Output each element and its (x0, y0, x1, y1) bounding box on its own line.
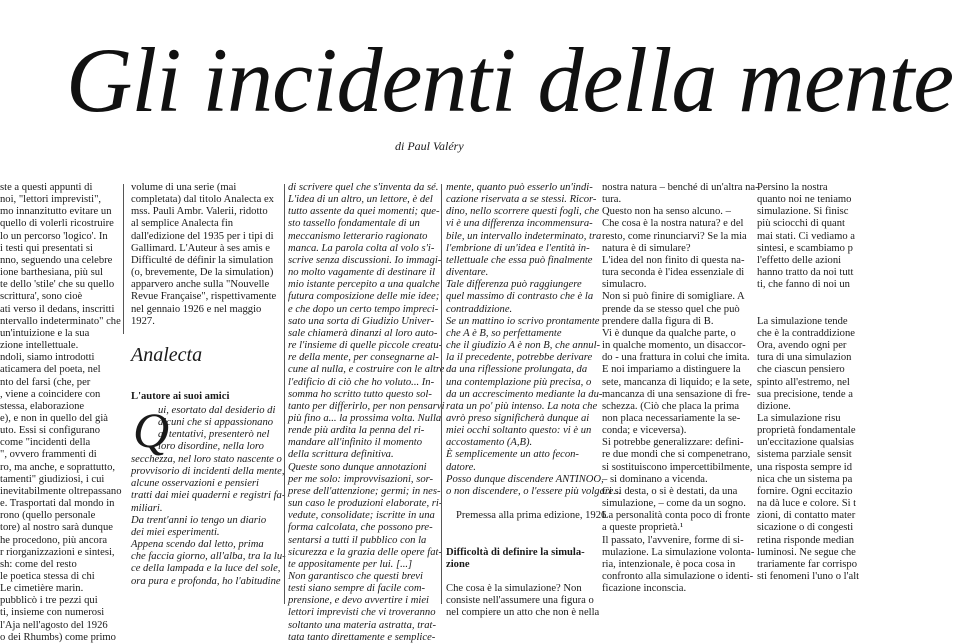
text-line (446, 498, 596, 510)
column-6 (757, 182, 860, 614)
text-line: tura. (602, 194, 622, 206)
text-line: la il precedente, potrebbe derivare (446, 352, 593, 364)
text-line: vi è una differenza incommensura- (446, 218, 593, 230)
text-line: Gallimard. L'Auteur à ses amis e (131, 242, 270, 254)
text-line: tata tanto direttamente e semplice- (288, 631, 436, 643)
text-line: mandare all'infinito il momento (288, 437, 422, 449)
text-line: manca. La parola colta al volo s'i- (288, 242, 435, 254)
drop-cap: Q (133, 402, 170, 458)
column-divider (441, 184, 442, 604)
text-line: da un accrescimento mediante la du- (446, 388, 603, 400)
text-line: stessa, elaborazione (0, 400, 85, 412)
text-line: ste a questi appunti di (0, 182, 93, 193)
column-1 (0, 182, 122, 643)
text-line: do - una frattura in colui che imita. (602, 352, 750, 364)
text-line: l'edificio di ciò che ho voluto... In- (288, 376, 435, 388)
text-line: dino, nello scorrere questi fogli, che (446, 206, 600, 218)
column-5 (602, 182, 759, 614)
text-line: e), e non in quello del già (0, 412, 108, 424)
text-line: Da trent'anni io tengo un diario (131, 514, 267, 526)
text-line: he procedono, più ancora (0, 534, 108, 546)
text-line: mente, quanto può esserlo un'indi- (446, 182, 593, 193)
text-line: vedute, consolidate; iscritte in una (288, 510, 435, 522)
text-line: lettori imprevisti che vi troveranno (288, 607, 436, 619)
text-line: fornire. Ogni eccitazio (757, 485, 853, 497)
text-line (446, 571, 596, 583)
text-line: cune al nulla, e costruire con le altre (288, 364, 445, 376)
text-line: una risposta sempre id (757, 461, 853, 473)
text-line: ficazione inconscia. (602, 583, 687, 595)
text-line: simulazione, – come da un sogno. (602, 498, 746, 510)
article-title: Gli incidenti della mente (66, 29, 953, 131)
text-line: La simulazione tende (757, 315, 848, 327)
text-line: ione barthesiana, più sul (0, 267, 103, 279)
text-line: confronto alla simulazione o identi- (602, 571, 754, 582)
text-line: Non garantisco che questi brevi (288, 571, 423, 582)
text-line: cazione riservata a se stessi. Ricor- (446, 194, 597, 206)
text-line: noi, "lettori imprevisti", (0, 194, 102, 206)
text-line: non placa necessariamente la se- (602, 412, 741, 424)
text-line: o non discendere, o l'essere più volgare... (446, 485, 622, 497)
text-line: L'idea del non finito di questa na- (602, 254, 745, 266)
text-line: mulazione. La simulazione volonta- (602, 546, 755, 558)
column-divider (284, 184, 285, 604)
text-line: a queste proprietà.¹ (602, 522, 684, 534)
text-line: nel compiere un atto che non è nella (446, 607, 600, 619)
text-line: L'idea di un altro, un lettore, è del (288, 194, 433, 206)
text-line: nostra natura – benché di un'altra na- (602, 182, 759, 193)
text-line: inevitabilmente oltrepassano (0, 485, 122, 497)
text-line: che il giudizio A è non B, che annul- (446, 340, 601, 352)
text-line: somma ho scritto tutto questo sol- (288, 388, 432, 400)
text-line: che ciascun pensiero (757, 364, 845, 376)
text-line: resto, come rinunciarvi? Se la mia (602, 230, 747, 242)
text-line: sun caso le produzioni elaborate, ri- (288, 498, 443, 510)
text-line: alcuni che si appassionano (158, 417, 274, 429)
text-line: sicurezza e la grazia delle opere fat- (288, 546, 442, 558)
text-line: Che cosa è la nostra natura? e del (602, 218, 744, 230)
text-line: al semplice Analecta fin (131, 218, 234, 230)
text-line: testi siano sempre di facile com- (288, 583, 426, 595)
text-line: Ora, avendo ogni per (757, 340, 847, 352)
text-line: ati verso il dedans, inscritti (0, 303, 115, 315)
text-line: per me solo: improvvisazioni, sor- (288, 473, 434, 485)
text-line: r riorganizzazioni e sintesi, (0, 546, 115, 558)
text-line: alcune osservazioni e pensieri (131, 478, 259, 490)
text-line: mo innanzitutto evitare un (0, 206, 112, 218)
text-line: hanno tratto da noi tutt (757, 267, 854, 279)
text-line: che faccia giorno, all'alba, tra la lu- (131, 551, 286, 563)
text-line: mio istante percepito a una qualche (288, 279, 440, 291)
text-line: scrive senza discussioni. Io immagi- (288, 254, 442, 266)
text-line: in qualche momento, un disaccor- (602, 340, 746, 352)
text-line: Vi è dunque da qualche parte, o (602, 327, 736, 339)
text-line: re l'insieme di quelle piccole creatu- (288, 340, 443, 352)
text-line: consiste nell'assumere una figura o (446, 595, 594, 607)
text-line (757, 304, 850, 316)
text-line: Premessa alla prima edizione, 1926 (456, 510, 607, 522)
text-line: pubblicò i tre pezzi qui (0, 595, 98, 607)
text-line: aticamera del poeta, nel (0, 364, 101, 376)
text-line: luminosi. Ne segue che (757, 546, 856, 558)
text-line: 1927. (131, 315, 155, 327)
text-line: o dei Rhumbs) come primo (0, 631, 116, 643)
text-line: più fino a... la prossima volta. Nulla (288, 412, 442, 424)
text-line: Difficoltà di definire la simula- (446, 546, 585, 558)
text-line: i testi qui presentati si (0, 242, 93, 254)
text-line: scrittura', sono cioè (0, 291, 83, 303)
text-line: prensione, e devo avvertire i miei (288, 595, 430, 607)
text-line: sicazione o di congesti (757, 522, 854, 534)
text-line: sto tassello fondamentale di un (288, 218, 420, 230)
text-line: zioni, di contatto mater (757, 510, 856, 522)
text-line: simulacro. (602, 279, 647, 291)
text-line: prese dell'attenzione; germi; in nes- (288, 485, 441, 497)
text-line: Il passato, l'avvenire, forme di si- (602, 534, 744, 546)
text-line: Non si può finire di somigliare. A (602, 291, 745, 303)
text-line: te dello 'stile' che su quello (0, 279, 115, 291)
text-line: loro disordine, nella loro (158, 441, 264, 453)
text-line: della scrittura definitiva. (288, 449, 394, 461)
text-line: sua precisione, tende a (757, 388, 853, 400)
text-line (757, 291, 850, 303)
text-line: Che cosa è la simulazione? Non (446, 583, 582, 595)
text-line: datore. (446, 461, 476, 473)
text-line: spinto all'estremo, nel (757, 376, 850, 388)
text-line: diventare. (446, 267, 489, 279)
text-line: l'embrione di un'idea e l'entità in- (446, 242, 590, 254)
text-line: miliari. (131, 502, 163, 514)
text-line: nel gennaio 1926 e nel maggio (131, 303, 262, 315)
text-line: Persino la nostra (757, 182, 828, 193)
text-line: soltanto una materia astratta, trat- (288, 619, 437, 631)
text-line: futura composizione delle mie idee; (288, 291, 440, 303)
text-line: mss. Pauli Ambr. Valerii, ridotto (131, 206, 268, 218)
text-line: volume di una serie (mai (131, 182, 237, 193)
text-line: forma calcolata, che possono pre- (288, 522, 433, 534)
text-line: conda; e viceversa). (602, 425, 687, 437)
section-subheading: L'autore ai suoi amici (131, 391, 230, 402)
text-line: accostamento (A,B). (446, 437, 533, 449)
text-line: mancanza di una sensazione di fre- (602, 388, 751, 400)
text-line: un'intuizione e la sua (0, 327, 90, 339)
text-line: proprietà fondamentale (757, 425, 856, 437)
text-line: come "incidenti della (0, 437, 91, 449)
text-line: tellettuale che essa può finalmente (446, 254, 593, 266)
text-line: , viene a coincidere con (0, 388, 101, 400)
text-line: dizione. (757, 400, 791, 412)
text-line: sistema parziale sensit (757, 449, 852, 461)
text-line: Le cimetière marin. (0, 583, 84, 595)
text-line: zione (446, 558, 470, 570)
column-3 (288, 182, 445, 643)
text-line: Posso dunque discendere ANTINOO, (446, 473, 604, 485)
text-line: si sostituiscono impercettibilmente, (602, 461, 753, 473)
text-line: e che dopo un certo tempo impreci- (288, 303, 439, 315)
text-line: quanto noi ne teniamo (757, 194, 852, 206)
text-line: e. Trasportati dal mondo in (0, 498, 115, 510)
text-line: retina risponde median (757, 534, 855, 546)
text-line: ora pura e profonda, ho l'abitudine (131, 575, 281, 587)
text-line: trariamente far corrispo (757, 558, 857, 570)
text-line: più sciocchi di quant (757, 218, 845, 230)
text-line: una contemplazione più precisa, o (446, 376, 592, 388)
text-line: rata un po' più intenso. La nota che (446, 400, 598, 412)
text-line: Queste sono dunque annotazioni (288, 461, 427, 473)
text-line: uto. Essi si configurano (0, 425, 101, 437)
text-line: completata) dal titolo Analecta ex (131, 194, 274, 206)
text-line: prende da se stesso quel che può (602, 303, 740, 315)
text-line: dall'edizione del 1935 per i tipi di (131, 230, 274, 242)
text-line: ria, intenzionale, è poca cosa in (602, 558, 736, 570)
text-line: ui, esortato dal desiderio di (158, 405, 276, 416)
text-line: La personalità conta poco di fronte (602, 510, 750, 522)
text-line: nto del farsi (che, per (0, 376, 91, 388)
text-line: na dà luce e colore. Si t (757, 498, 857, 510)
text-line: sintesi, e scambiamo p (757, 242, 853, 254)
text-line: miei occhi soltanto questo: vi è un (446, 425, 592, 437)
text-line: le poetica stessa di chi (0, 571, 95, 582)
text-line: La simulazione risu (757, 412, 841, 424)
text-line: tanto per differirlo, per non pensarvi (288, 400, 445, 412)
text-line: sale chiamerà dinanzi al loro auto- (288, 327, 438, 339)
text-line: Difficulté de définir la simulation (131, 254, 274, 266)
text-line (446, 535, 596, 547)
text-line: meccanismo letterario ragionato (288, 230, 428, 242)
text-line: sato una sorta di Giudizio Univer- (288, 315, 435, 327)
text-line: natura è di simulare? (602, 242, 691, 254)
text-line: tamenti" giudiziosi, i cui (0, 473, 105, 485)
text-line: prendere dalla figura di B. (602, 315, 714, 327)
text-line: tutto assente da quei momenti; que- (288, 206, 440, 218)
text-line: Revue Française", rispettivamente (131, 291, 277, 303)
text-line: rende più ardita la penna del ri- (288, 425, 425, 437)
text-line: Si potrebbe generalizzare: defini- (602, 437, 744, 449)
text-line: che è la contraddizione (757, 327, 855, 339)
text-line: dei miei esperimenti. (131, 526, 220, 538)
text-line (446, 522, 596, 534)
text-line: re due mondi che si compenetrano, (602, 449, 751, 461)
text-line: no molto vagamente di destinare il (288, 267, 436, 279)
text-line: nno, seguendo una celebre (0, 254, 113, 266)
text-line: ro, ma anche, e soprattutto, (0, 461, 116, 473)
text-line: Questo non ha senso alcuno. – (602, 206, 731, 218)
text-line: sentarsi a tutti il pubblico con la (288, 534, 427, 546)
text-line: E noi impariamo a distinguere la (602, 364, 741, 376)
text-line: – si dominano a vicenda. (602, 473, 708, 485)
text-line: provvisorio di incidenti della mente, (131, 466, 285, 478)
text-line: l'effetto delle azioni (757, 254, 842, 266)
text-line: zione intellettuale. (0, 340, 79, 352)
text-line: da una riflessione prolungata, da (446, 364, 588, 376)
text-line: ndoli, siamo introdotti (0, 352, 95, 364)
column-2-body (131, 454, 286, 614)
text-line: quello di volerli ricostruire (0, 218, 114, 230)
text-line: ai tentativi, presenterò nel (158, 429, 270, 441)
text-line: Ci si desta, o si è destati, da una (602, 485, 738, 497)
text-line: schezza. (Ciò che placa la prima (602, 400, 740, 412)
text-line: quel massimo di contrasto che è la (446, 291, 594, 303)
text-line: lo un percorso 'logico'. In (0, 230, 108, 242)
column-divider (123, 184, 124, 334)
column-2-intro (158, 405, 282, 455)
text-line: ", ovvero frammenti di (0, 449, 97, 461)
text-line: sti fenomeni l'uno o l'alt (757, 571, 860, 582)
text-line: ti, che fanno di noi un (757, 279, 850, 291)
text-line: ntervallo indeterminato" che (0, 315, 121, 327)
text-line: È semplicemente un atto fecon- (446, 449, 579, 461)
text-line: nica che un sistema pa (757, 473, 853, 485)
text-line: Tale differenza può raggiungere (446, 279, 582, 291)
text-line: (o, brevemente, De la simulation) (131, 267, 274, 279)
text-line: un'eccitazione qualsias (757, 437, 854, 449)
text-line: Appena scendo dal letto, prima (131, 539, 264, 551)
text-line: rono (quello personale (0, 510, 96, 522)
text-line: bile, un intervallo indeterminato, tra (446, 230, 602, 242)
text-line: avrò preso significherà dunque ai (446, 412, 590, 424)
text-line: tura seconda è l'idea essenziale di (602, 267, 745, 279)
text-line: simulazione. Si finisc (757, 206, 849, 218)
text-line: secchezza, nel loro stato nascente o (131, 454, 282, 465)
text-line: ce della lampada e la luce del sole, (131, 563, 281, 575)
text-line: di scrivere quel che s'inventa da sé. (288, 182, 439, 193)
text-line: Se un mattino io scrivo prontamente (446, 315, 600, 327)
column-2 (131, 182, 281, 330)
text-line: tore) al nostro sarà dunque (0, 522, 113, 534)
text-line: apparvero anche sulla "Nouvelle (131, 279, 270, 291)
text-line: tratti dai miei quaderni e registri fa- (131, 490, 286, 502)
text-line: sete, mancanza di liquido; e la sete, (602, 376, 753, 388)
text-line: te appositamente per lui. [...] (288, 558, 413, 570)
text-line: che A è B, so perfettamente (446, 327, 562, 339)
text-line: contraddizione. (446, 303, 513, 315)
text-line: tura di una simulazion (757, 352, 852, 364)
text-line: l'Aja nell'agosto del 1926 (0, 619, 108, 631)
section-title: Analecta (131, 344, 203, 366)
text-line: ti, insieme con numerosi (0, 607, 105, 619)
author-byline: di Paul Valéry (395, 139, 464, 153)
text-line: mai stati. Ci vediamo a (757, 230, 855, 242)
text-line: re della mente, per consegnarne al- (288, 352, 439, 364)
text-line: sh: come del resto (0, 558, 77, 570)
